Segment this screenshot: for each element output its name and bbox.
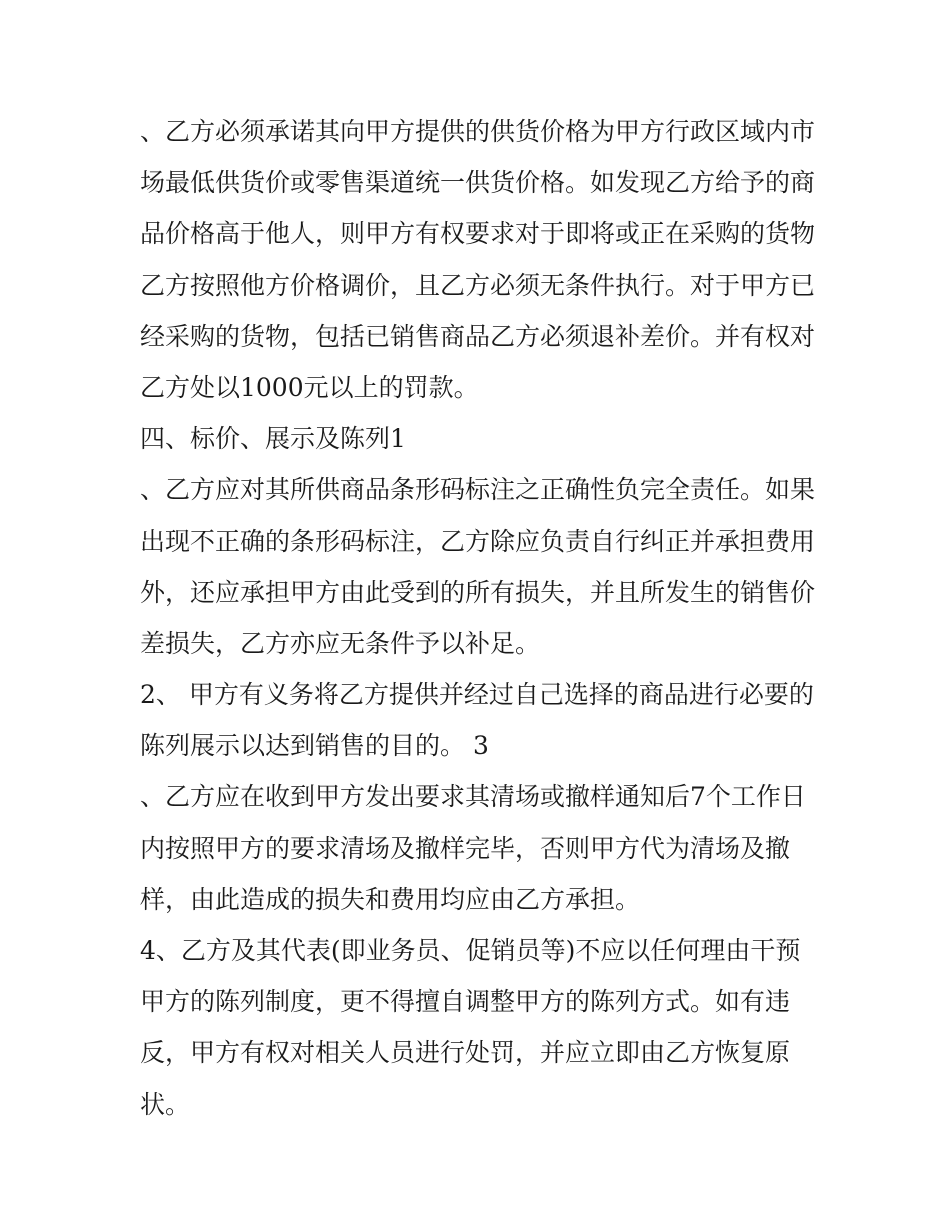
- document-body: [140, 106, 820, 1130]
- text-line: 差损失，乙方亦应无条件予以补足。: [140, 628, 541, 658]
- text-line: 乙方处以1000元以上的罚款。: [140, 372, 479, 402]
- text-line: 反，甲方有权对相关人员进行处罚，并应立即由乙方恢复原: [140, 1038, 791, 1068]
- text-line: 甲方的陈列制度，更不得擅自调整甲方的陈列方式。如有违: [140, 987, 791, 1017]
- text-line: 陈列展示以达到销售的目的。 3: [140, 731, 489, 761]
- text-line: 出现不正确的条形码标注，乙方除应负责自行纠正并承担费用: [140, 526, 816, 556]
- text-line: 场最低供货价或零售渠道统一供货价格。如发现乙方给予的商: [140, 168, 816, 198]
- text-line: 内按照甲方的要求清场及撤样完毕，否则甲方代为清场及撤: [140, 833, 791, 863]
- text-line: 、乙方必须承诺其向甲方提供的供货价格为甲方行政区域内市: [140, 117, 816, 146]
- text-line: 4、乙方及其代表(即业务员、促销员等)不应以任何理由干预: [140, 936, 801, 965]
- text-line: 经采购的货物，包括已销售商品乙方必须退补差价。并有权对: [140, 321, 816, 351]
- text-line: 外，还应承担甲方由此受到的所有损失，并且所发生的销售价: [140, 577, 816, 607]
- section-heading: 四、标价、展示及陈列1: [140, 424, 406, 454]
- text-line: 状。: [140, 1089, 191, 1119]
- text-line: 、乙方应对其所供商品条形码标注之正确性负完全责任。如果: [140, 475, 816, 505]
- text-line: 乙方按照他方价格调价，且乙方必须无条件执行。对于甲方已: [140, 270, 816, 300]
- text-line: 样，由此造成的损失和费用均应由乙方承担。: [140, 884, 641, 914]
- text-line: 品价格高于他人，则甲方有权要求对于即将或正在采购的货物: [140, 219, 816, 249]
- text-line: 、乙方应在收到甲方发出要求其清场或撤样通知后7个工作日: [140, 782, 806, 812]
- text-line: 2、 甲方有义务将乙方提供并经过自己选择的商品进行必要的: [140, 680, 814, 710]
